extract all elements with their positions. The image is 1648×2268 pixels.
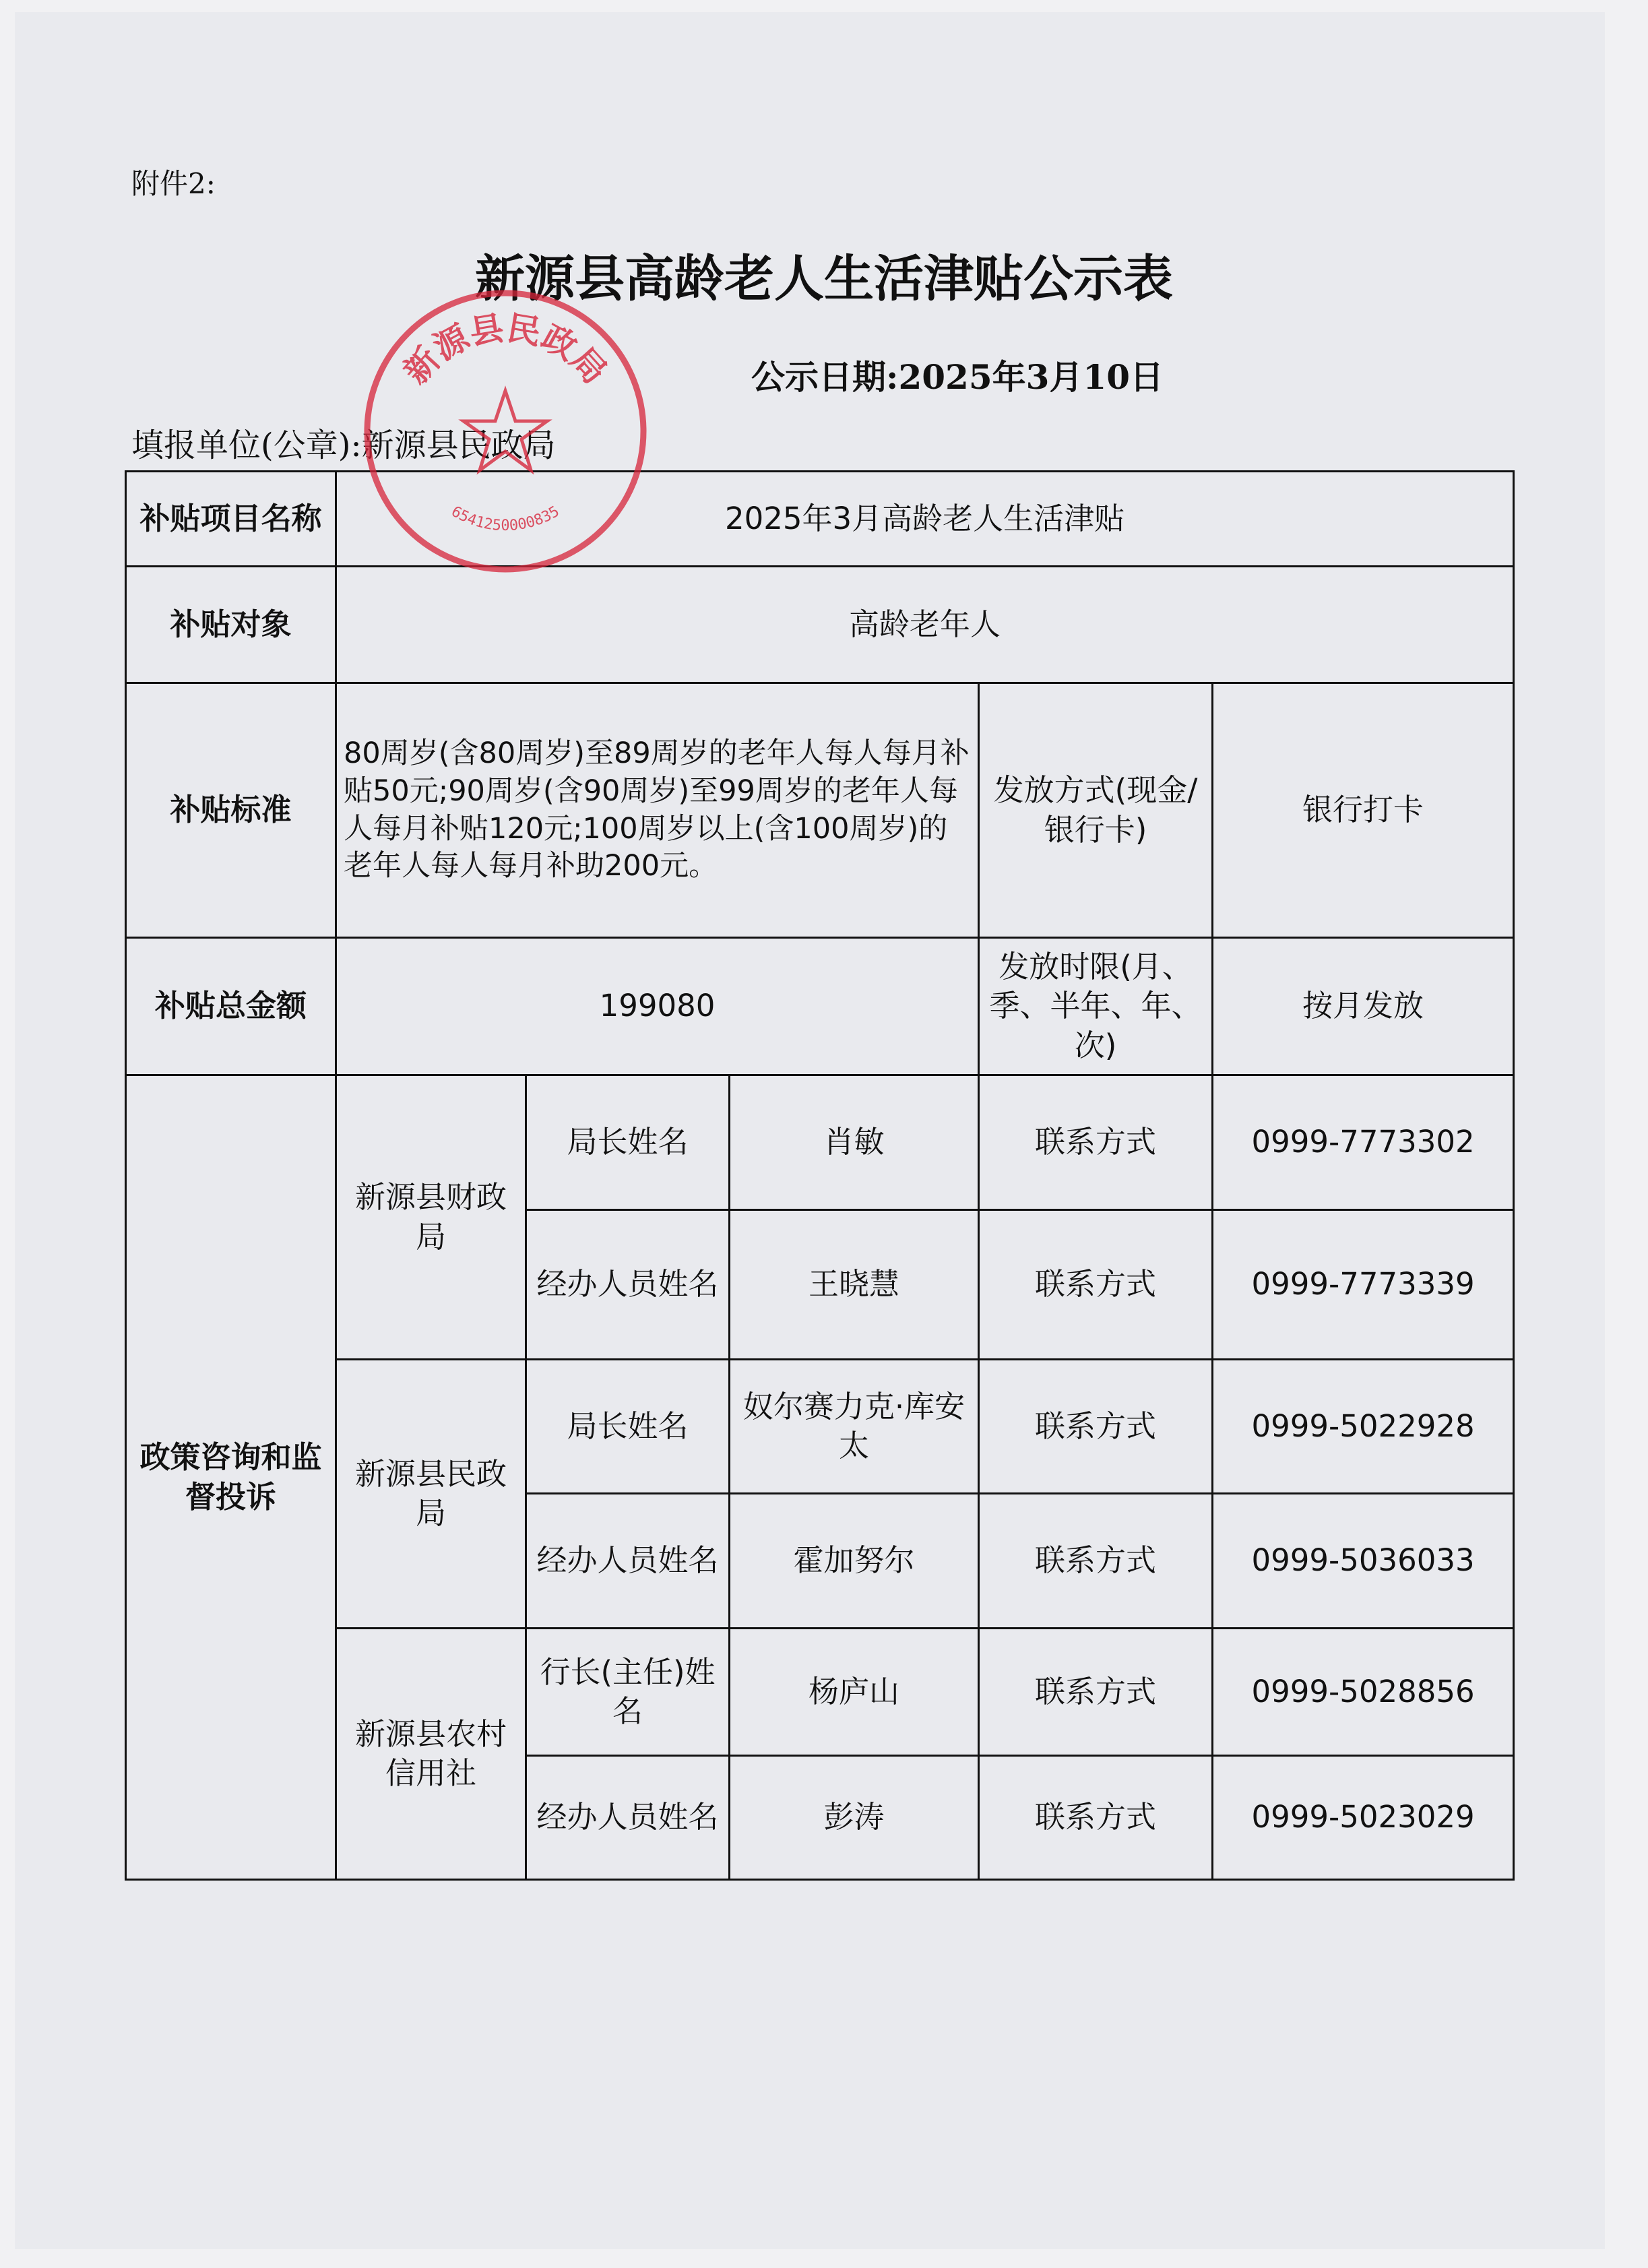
role-label: 经办人员姓名: [526, 1756, 730, 1880]
org-name: 新源县农村信用社: [336, 1629, 526, 1880]
target-label: 补贴对象: [126, 567, 336, 683]
table-row: [126, 938, 1514, 1075]
contact-label: 联系方式: [979, 1075, 1213, 1210]
person-name: 王晓慧: [730, 1210, 979, 1360]
period-label: 发放时限(月、季、半年、年、次): [979, 938, 1213, 1075]
date-label: 公示日期:: [751, 357, 899, 397]
person-name: 霍加努尔: [730, 1494, 979, 1629]
total-value: 199080: [336, 938, 979, 1075]
role-label: 经办人员姓名: [526, 1210, 730, 1360]
official-seal: [357, 283, 654, 579]
role-label: 局长姓名: [526, 1360, 730, 1494]
table-row: [126, 1075, 1514, 1210]
table-row: [126, 567, 1514, 683]
contact-label: 联系方式: [979, 1494, 1213, 1629]
standard-label: 补贴标准: [126, 683, 336, 938]
star-icon: [464, 391, 547, 470]
contact-label: 联系方式: [979, 1210, 1213, 1360]
role-label: 局长姓名: [526, 1075, 730, 1210]
phone-number: 0999-7773302: [1213, 1075, 1514, 1210]
unit-value: 新源县民政局: [361, 427, 556, 464]
date-value: 2025年3月10日: [898, 357, 1164, 397]
announcement-date: [751, 350, 1164, 399]
contact-label: 联系方式: [979, 1756, 1213, 1880]
table-row: [126, 683, 1514, 938]
org-name: 新源县财政局: [336, 1075, 526, 1360]
standard-value: 80周岁(含80周岁)至89周岁的老年人每人每月补贴50元;90周岁(含90周岁)至99周岁的老年人每人每月补贴120元;100周岁以上(含100周岁)的老年人每人每月补助200元。: [336, 683, 979, 938]
method-value: 银行打卡: [1213, 683, 1514, 938]
seal-text: 新源县民政局: [395, 307, 615, 391]
org-name: 新源县民政局: [336, 1360, 526, 1629]
period-value: 按月发放: [1213, 938, 1514, 1075]
project-label: 补贴项目名称: [126, 472, 336, 567]
person-name: 彭涛: [730, 1756, 979, 1880]
consult-label: 政策咨询和监督投诉: [126, 1075, 336, 1880]
method-label: 发放方式(现金/银行卡): [979, 683, 1213, 938]
seal-code: 6541250000835: [448, 503, 563, 535]
person-name: 杨庐山: [730, 1629, 979, 1756]
phone-number: 0999-5036033: [1213, 1494, 1514, 1629]
phone-number: 0999-5022928: [1213, 1360, 1514, 1494]
phone-number: 0999-5023029: [1213, 1756, 1514, 1880]
phone-number: 0999-5028856: [1213, 1629, 1514, 1756]
role-label: 经办人员姓名: [526, 1494, 730, 1629]
contact-label: 联系方式: [979, 1360, 1213, 1494]
project-value: 2025年3月高龄老人生活津贴: [336, 472, 1514, 567]
person-name: 肖敏: [730, 1075, 979, 1210]
contact-label: 联系方式: [979, 1629, 1213, 1756]
total-label: 补贴总金额: [126, 938, 336, 1075]
attachment-label: 附件2:: [131, 167, 216, 200]
person-name: 奴尔赛力克·库安太: [730, 1360, 979, 1494]
target-value: 高龄老年人: [336, 567, 1514, 683]
table-row: [126, 472, 1514, 567]
phone-number: 0999-7773339: [1213, 1210, 1514, 1360]
page-title: 新源县高龄老人生活津贴公示表: [475, 250, 1173, 308]
subsidy-table: [125, 470, 1515, 1881]
role-label: 行长(主任)姓名: [526, 1629, 730, 1756]
unit-label: 填报单位(公章):: [131, 427, 362, 464]
